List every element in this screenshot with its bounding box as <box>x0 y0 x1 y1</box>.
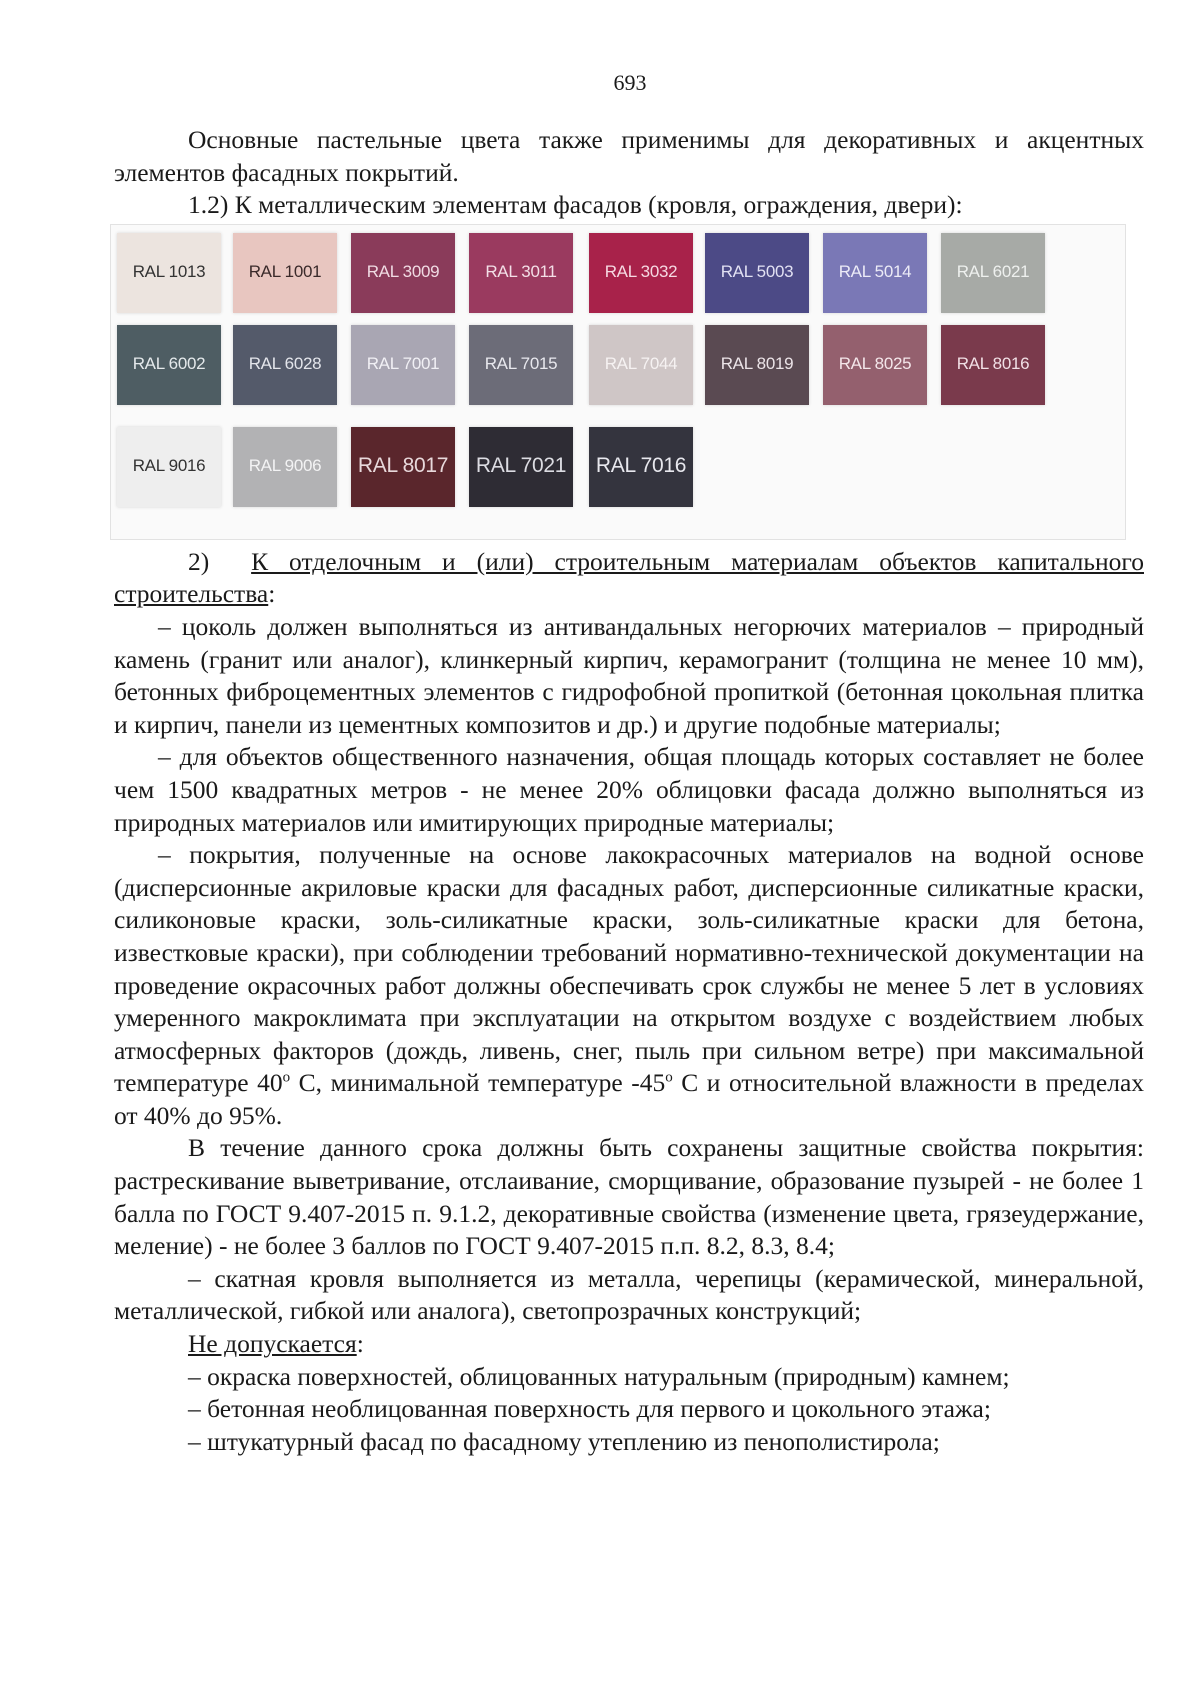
color-swatch: RAL 7001 <box>351 325 455 405</box>
coatings-text-3: С и относительной влажности в пределах от 40% до 95%. <box>114 1068 1145 1130</box>
color-swatch: RAL 9006 <box>233 427 337 507</box>
list-item-roof: – скатная кровля выполняется из металла, черепицы (керамической, минеральной, металлической, гибкой или аналога), светопрозрачных конструкций; <box>114 1263 1144 1326</box>
color-swatch: RAL 5003 <box>705 233 809 313</box>
color-swatch: RAL 7016 <box>589 427 693 507</box>
list-item-public-objects: – для объектов общественного назначения, общая площадь которых составляет не более чем 1500 квадратных метров - не менее 20% облицовки фасада должно выполняться из природных материалов или имитирующих природные материалы; <box>114 742 1144 837</box>
color-swatch: RAL 7015 <box>469 325 573 405</box>
not-allowed-label: Не допускается <box>188 1329 357 1359</box>
color-swatch: RAL 5014 <box>823 233 927 313</box>
color-swatch: RAL 9016 <box>117 427 221 507</box>
color-swatch: RAL 8017 <box>351 427 455 507</box>
section-1-2-heading: 1.2) К металлическим элементам фасадов (кровля, ограждения, двери): <box>188 190 963 220</box>
document-body <box>114 124 1144 1458</box>
color-swatch: RAL 8016 <box>941 325 1045 405</box>
not-allowed-item: – штукатурный фасад по фасадному утеплению из пенополистирола; <box>188 1426 940 1456</box>
color-swatch: RAL 3032 <box>589 233 693 313</box>
not-allowed-heading <box>114 1328 1144 1361</box>
color-swatch: RAL 3009 <box>351 233 455 313</box>
color-swatch: RAL 6021 <box>941 233 1045 313</box>
color-swatch: RAL 1001 <box>233 233 337 313</box>
coatings-text-2: С, минимальной температуре -45 <box>290 1068 666 1098</box>
list-item-plinth: – цоколь должен выполняться из антивандальных негорючих материалов – природный камень (гранит или аналог), клинкерный кирпич, керамогранит (толщина не менее 10 мм), бетонных фиброцементных элементов с гидрофобной пропиткой (бетонная цокольная плитка и кирпич, панели из цементных композитов и др.) и другие подобные материалы; <box>114 611 1144 739</box>
section-2-title: К отделочным и (или) строительным материалам объектов капитального строительства <box>114 546 1144 609</box>
ral-color-palette <box>110 224 1126 540</box>
color-swatch: RAL 6002 <box>117 325 221 405</box>
color-swatch: RAL 8019 <box>705 325 809 405</box>
section-2-heading <box>114 546 1144 611</box>
not-allowed-item: – бетонная необлицованная поверхность для первого и цокольного этажа; <box>188 1394 991 1424</box>
term-paragraph: В течение данного срока должны быть сохранены защитные свойства покрытия: растрескивание выветривание, отслаивание, сморщивание, образование пузырей - не более 1 балла по ГОСТ 9.407-2015 п. 9.1.2, декоративные свойства (изменение цвета, грязеудержание, меление) - не более 3 баллов по ГОСТ 9.407-2015 п.п. 8.2, 8.3, 8.4; <box>114 1133 1144 1261</box>
degree-sup-2: o <box>665 1069 673 1086</box>
not-allowed-item: – окраска поверхностей, облицованных натуральным (природным) камнем; <box>188 1361 1010 1391</box>
section-2-colon: : <box>268 579 276 609</box>
section-2-number: 2) <box>188 546 210 576</box>
coatings-text-1: – покрытия, полученные на основе лакокрасочных материалов на водной основе (дисперсионные акриловые краски для фасадных работ, дисперсионные силикатные краски, силиконовые краски, золь-силикатные краски, золь-силикатные краски для бетона, известковые краски), при соблюдении требований нормативно-технической документации на проведение окрасочных работ должны обеспечивать срок службы не менее 5 лет в условиях умеренного макроклимата при эксплуатации на открытом воздухе с воздействием любых атмосферных факторов (дождь, ливень, снег, пыль при сильном ветре) при максимальной температуре 40 <box>114 840 1144 1098</box>
list-item-coatings <box>114 839 1144 1132</box>
page-number: 693 <box>613 70 647 95</box>
color-swatch: RAL 7044 <box>589 325 693 405</box>
degree-sup-1: o <box>282 1069 291 1086</box>
color-swatch: RAL 8025 <box>823 325 927 405</box>
intro-paragraph: Основные пастельные цвета также применимы для декоративных и акцентных элементов фасадных покрытий. <box>114 125 1144 187</box>
color-swatch: RAL 7021 <box>469 427 573 507</box>
not-allowed-colon: : <box>356 1329 364 1359</box>
color-swatch: RAL 6028 <box>233 325 337 405</box>
color-swatch: RAL 3011 <box>469 233 573 313</box>
color-swatch: RAL 1013 <box>117 233 221 313</box>
